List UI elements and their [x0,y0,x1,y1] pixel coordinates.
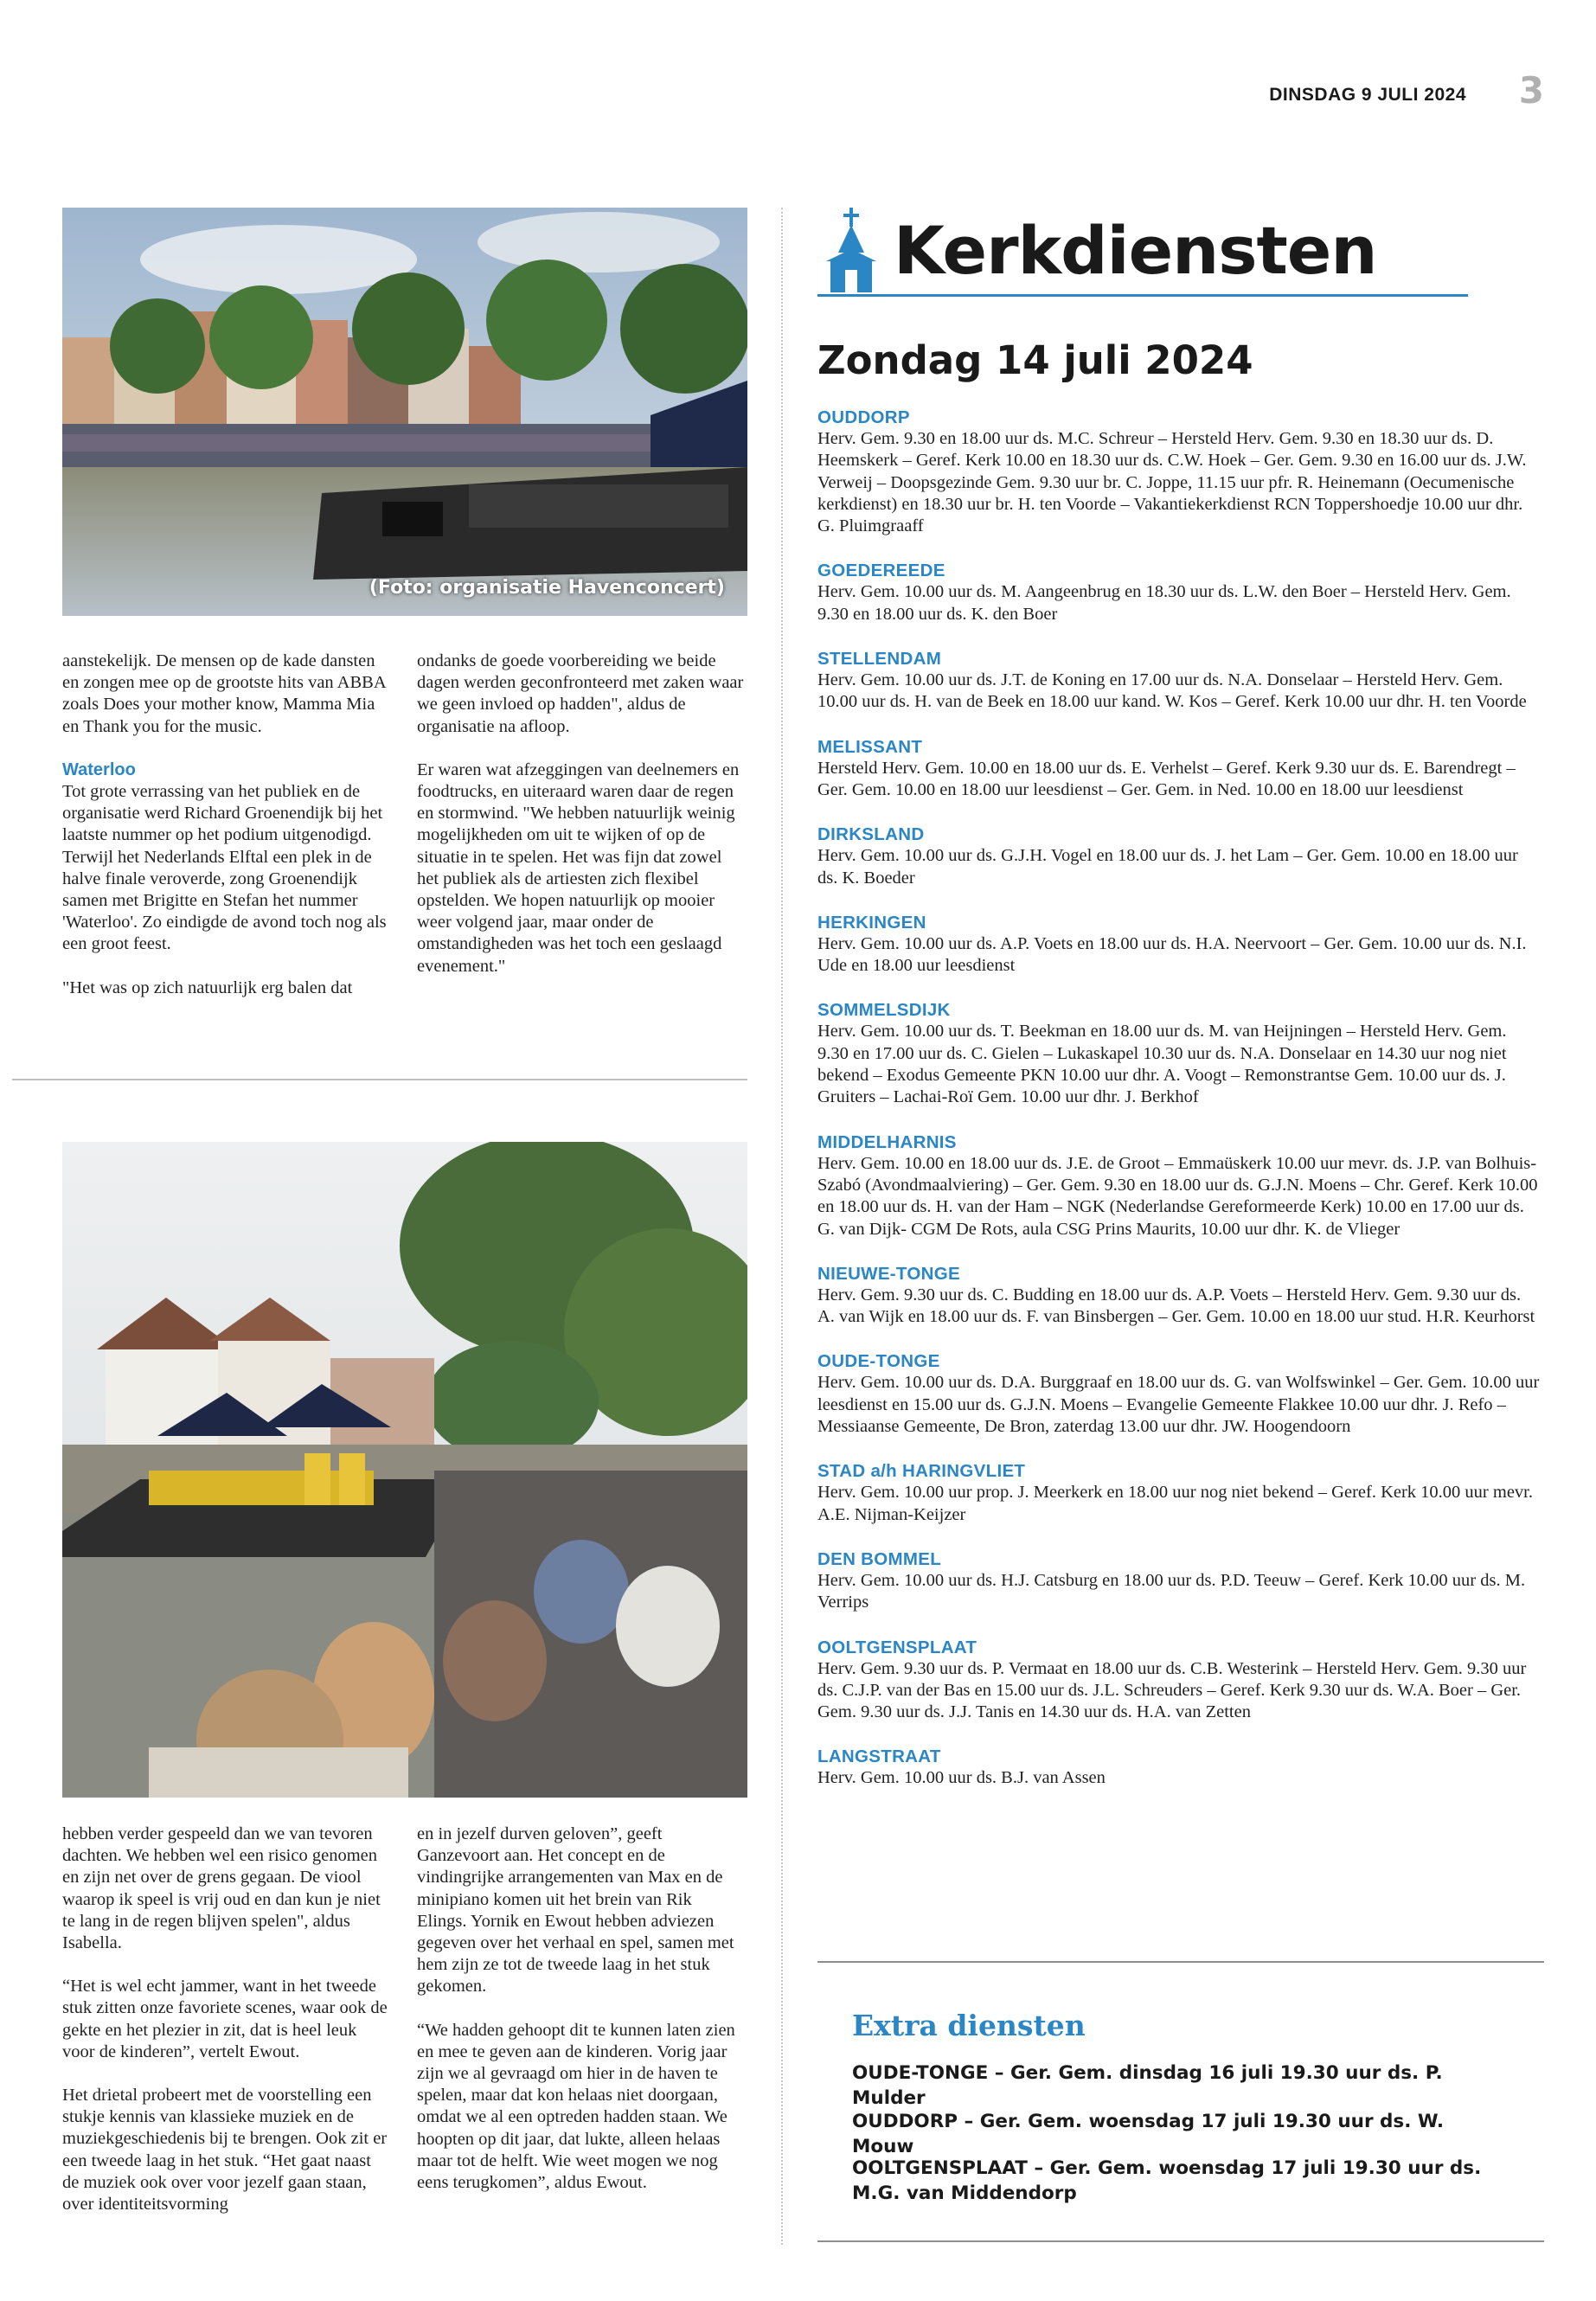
service-place: OUDDORP [817,407,910,427]
article-paragraph: ondanks de goede voorbereiding we beide dagen werden geconfronteerd met zaken waar we geen invloed op hadden", aldus de organisatie na afloop. [417,651,744,736]
service-entry [817,1637,1540,1724]
service-entry [817,1350,1540,1438]
service-place: GOEDEREEDE [817,561,945,581]
service-entry [817,736,1540,802]
service-entry [817,912,1540,977]
service-details: Herv. Gem. 10.00 uur ds. T. Beekman en 18.00 uur ds. M. van Heijningen – Hersteld Herv. Gem. 9.30 en 17.00 uur ds. C. Gielen – Lukaskapel 10.30 uur ds. N.A. Donselaar en 14.30 uur nog niet bekend – Exodus Gemeente PKN 10.00 uur dhr. A. Voogt – Remonstrantse Gem. 10.00 uur ds. J. Gruiters – Lachai-Roï Gem. 10.00 uur dhr. J. Berkhof [817,1022,1507,1107]
subheading-waterloo: Waterloo [62,760,136,779]
floating-stage-photo [62,1142,747,1798]
service-entry [817,1131,1540,1240]
extra-service-line: OUDE-TONGE – Ger. Gem. dinsdag 16 juli 19.30 uur ds. P. Mulder [852,2062,1443,2109]
extra-divider [817,1961,1544,1963]
service-entry [817,824,1540,889]
extra-service-line: OUDDORP – Ger. Gem. woensdag 17 juli 19.30 uur ds. W. Mouw [852,2111,1445,2157]
service-details: Herv. Gem. 9.30 uur ds. P. Vermaat en 18.00 uur ds. C.B. Westerink – Hersteld Herv. Gem. 9.30 uur ds. C.J.P. van der Bas en 15.00 uur ds. J.L. Schreuders – Geref. Kerk 9.30 uur ds. W.A. Boer – Ger. Gem. 9.30 uur ds. J.J. Tanis en 14.30 uur ds. H.A. van Zetten [817,1658,1527,1722]
service-details: Herv. Gem. 10.00 uur ds. D.A. Burggraaf en 18.00 uur ds. G. van Wolfswinkel – Ger. Gem. 10.00 uur leesdienst en 15.00 uur ds. G.J.N. Moens – Evangelie Gemeente Flakkee 10.00 uur dhr. J. Refo – Messiaanse Gemeente, De Bron, zaterdag 13.00 uur dhr. JW. Hoogendoorn [817,1373,1540,1437]
article-paragraph: Tot grote verrassing van het publiek en de organisatie werd Richard Groenendijk bij het laatste nummer op het podium uitgenodigd. Terwijl het Nederlands Elftal een plek in de halve finale veroverde, zong Groenendijk samen met Brigitte en Stefan het nummer 'Waterloo'. Zo eindigde de avond toch nog als een groot feest. [62,782,387,954]
photo-credit: (Foto: organisatie Havenconcert) [369,577,725,599]
kerkdiensten-header [817,206,1468,297]
service-details: Herv. Gem. 10.00 uur prop. J. Meerkerk en 18.00 uur nog niet bekend – Geref. Kerk 10.00 uur mevr. A.E. Nijman-Keijzer [817,1483,1533,1524]
extra-title: Extra diensten [852,2009,1086,2042]
service-details: Hersteld Herv. Gem. 10.00 en 18.00 uur ds. E. Verhelst – Geref. Kerk 9.30 uur ds. E. Barendregt – Ger. Gem. 10.00 en 18.00 uur leesdienst – Ger. Gem. in Ned. 10.00 en 18.00 uur leesdienst [817,758,1516,799]
service-details: Herv. Gem. 9.30 en 18.00 uur ds. M.C. Schreur – Hersteld Herv. Gem. 9.30 en 18.30 uur ds. D. Heemskerk – Geref. Kerk 10.00 en 18.30 uur ds. C.W. Hoek – Ger. Gem. 9.30 en 16.00 uur ds. J.W. Verweij – Doopsgezinde Gem. 9.30 uur br. C. Joppe, 11.15 uur pfr. R. Heinemann (Oecumenische kerkdienst) en 18.30 uur br. H. ten Voorde – Vakantiekerkdienst RCN Toppershoedje 10.00 uur dhr. G. Pluimgraaff [817,429,1527,536]
service-place: DEN BOMMEL [817,1548,942,1569]
article-paragraph: aanstekelijk. De mensen op de kade dansten en zongen mee op de grootste hits van ABBA zoals Does your mother know, Mamma Mia en Thank you for the music. [62,651,386,736]
article-bottom-column-2 [417,1823,746,2215]
service-place: MIDDELHARNIS [817,1131,957,1152]
extra-service-line: OOLTGENSPLAAT – Ger. Gem. woensdag 17 juli 19.30 uur ds. M.G. van Middendorp [852,2157,1482,2204]
article-paragraph: "Het was op zich natuurlijk erg balen dat [62,977,353,997]
column-separator [781,208,783,2245]
article-top-column-2 [417,651,746,999]
service-details: Herv. Gem. 9.30 uur ds. C. Budding en 18.00 uur ds. A.P. Voets – Hersteld Herv. Gem. 9.30 uur ds. A. van Wijk en 18.00 uur ds. F. van Binsbergen – Ger. Gem. 10.00 en 18.00 uur stud. H.R. Keurhorst [817,1285,1535,1327]
service-details: Herv. Gem. 10.00 uur ds. G.J.H. Vogel en 18.00 uur ds. J. het Lam – Ger. Gem. 10.00 en 18.00 uur ds. K. Boeder [817,846,1518,888]
service-place: DIRKSLAND [817,824,925,845]
service-place: STAD a/h HARINGVLIET [817,1461,1026,1482]
service-place: OOLTGENSPLAAT [817,1637,977,1657]
service-place: NIEUWE-TONGE [817,1263,960,1284]
article-paragraph: hebben verder gespeeld dan we van tevoren dachten. We hebben wel een risico genomen en zijn net over de grens gegaan. De viool waarop ik speel is vrij oud en dan kun je niet te lang in de regen blijven spelen", aldus Isabella. [62,1824,381,1953]
article-paragraph: “We hadden gehoopt dit te kunnen laten zien en mee te geven aan de kinderen. Vorig jaar zijn we al gevraagd om hier in de haven te spelen, maar dat kon helaas niet doorgaan, omdat we al een optreden hadden staan. We hoopten op dit jaar, dat lukte, alleen helaas maar tot de helft. Wie weet mogen we nog eens terugkomen”, aldus Ewout. [417,2020,735,2193]
article-paragraph: Er waren wat afzeggingen van deelnemers en foodtrucks, en uiteraard waren daar de regen en stormwind. "We hebben natuurlijk weinig mogelijkheden om uit te wijken of op de situatie in te spelen. Het was fijn dat zowel het publiek als de artiesten zich flexibel opstelden. We hopen natuurlijk op mooier weer volgend jaar, maar onder de omstandigheden was het toch een geslaagd evenement." [417,760,740,976]
article-divider [12,1079,747,1080]
service-place: STELLENDAM [817,649,942,670]
service-entry [817,1460,1540,1526]
service-entry [817,999,1540,1108]
service-details: Herv. Gem. 10.00 uur ds. M. Aangeenbrug en 18.30 uur ds. L.W. den Boer – Hersteld Herv. Gem. 9.30 en 18.00 uur ds. K. den Boer [817,582,1511,624]
article-top-column-1 [62,651,391,1021]
bottom-divider [817,2240,1544,2242]
harbour-concert-illustration [62,208,747,616]
church-icon [826,208,876,292]
article-paragraph: “Het is wel echt jammer, want in het tweede stuk zitten onze favoriete scenes, waar ook de gekte en het plezier in zit, dat is heel leuk voor de kinderen”, vertelt Ewout. [62,1977,388,2061]
section-title: Kerkdiensten [894,212,1377,289]
service-entry [817,1746,1540,1789]
article-paragraph: en in jezelf durven geloven”, geeft Ganzevoort aan. Het concept en de vindingrijke arrangementen van Max en de minipiano komen uit het brein van Rik Elings. Yornik en Ewout hebben adviezen gegeven over het verhaal en spel, samen met hem zijn ze tot de tweede laag in het stuk gekomen. [417,1824,734,1997]
extra-diensten-box [817,1964,1544,2240]
service-date-heading: Zondag 14 juli 2024 [817,337,1253,383]
service-place: MELISSANT [817,736,923,757]
service-details: Herv. Gem. 10.00 uur ds. B.J. van Assen [817,1768,1106,1788]
service-details: Herv. Gem. 10.00 uur ds. H.J. Catsburg en 18.00 uur ds. P.D. Teeuw – Geref. Kerk 10.00 uur ds. M. Verrips [817,1570,1526,1612]
service-details: Herv. Gem. 10.00 uur ds. A.P. Voets en 18.00 uur ds. H.A. Neervoort – Ger. Gem. 10.00 uur ds. N.I. Ude en 18.00 uur leesdienst [817,933,1527,976]
page-number: 3 [1518,69,1544,112]
service-entry [817,1548,1540,1614]
service-list [817,407,1540,1812]
service-details: Herv. Gem. 10.00 en 18.00 uur ds. J.E. de Groot – Emmaüskerk 10.00 uur mevr. ds. J.P. van Bolhuis-Szabó (Avondmaalviering) – Ger. Gem. 9.30 en 18.00 uur ds. G.J.N. Moens – Chr. Geref. Kerk 10.00 en 18.00 uur ds. H. van der Ham – NGK (Nederlandse Gereformeerde Kerk) 10.00 en 17.00 uur ds. G. van Dijk- CGM De Rots, aula CSG Prins Maurits, 10.00 uur dhr. K. de Vlieger [817,1153,1538,1239]
harbour-concert-photo [62,208,747,616]
service-details: Herv. Gem. 10.00 uur ds. J.T. de Koning en 17.00 uur ds. N.A. Donselaar – Hersteld Herv. Gem. 10.00 uur ds. H. van de Beek en 18.00 uur kand. W. Kos – Geref. Kerk 10.00 uur dhr. H. ten Voorde [817,670,1527,712]
service-entry [817,1263,1540,1329]
service-place: OUDE-TONGE [817,1351,940,1372]
issue-date: DINSDAG 9 JULI 2024 [1269,85,1466,105]
service-entry [817,648,1540,714]
service-place: SOMMELSDIJK [817,1000,951,1021]
article-bottom-column-1 [62,1823,391,2237]
article-paragraph: Het drietal probeert met de voorstelling een stukje kennis van klassieke muziek en de muziekgeschiedenis bij te brengen. Ook zit er een tweede laag in het stuk. “Het gaat naast de muziek ook over voor jezelf gaan staan, over identiteitsvorming [62,2086,388,2214]
service-place: HERKINGEN [817,912,926,933]
floating-stage-illustration [62,1142,747,1798]
article-subsection [62,760,391,956]
service-entry [817,407,1540,537]
service-place: LANGSTRAAT [817,1747,941,1767]
service-entry [817,560,1540,625]
